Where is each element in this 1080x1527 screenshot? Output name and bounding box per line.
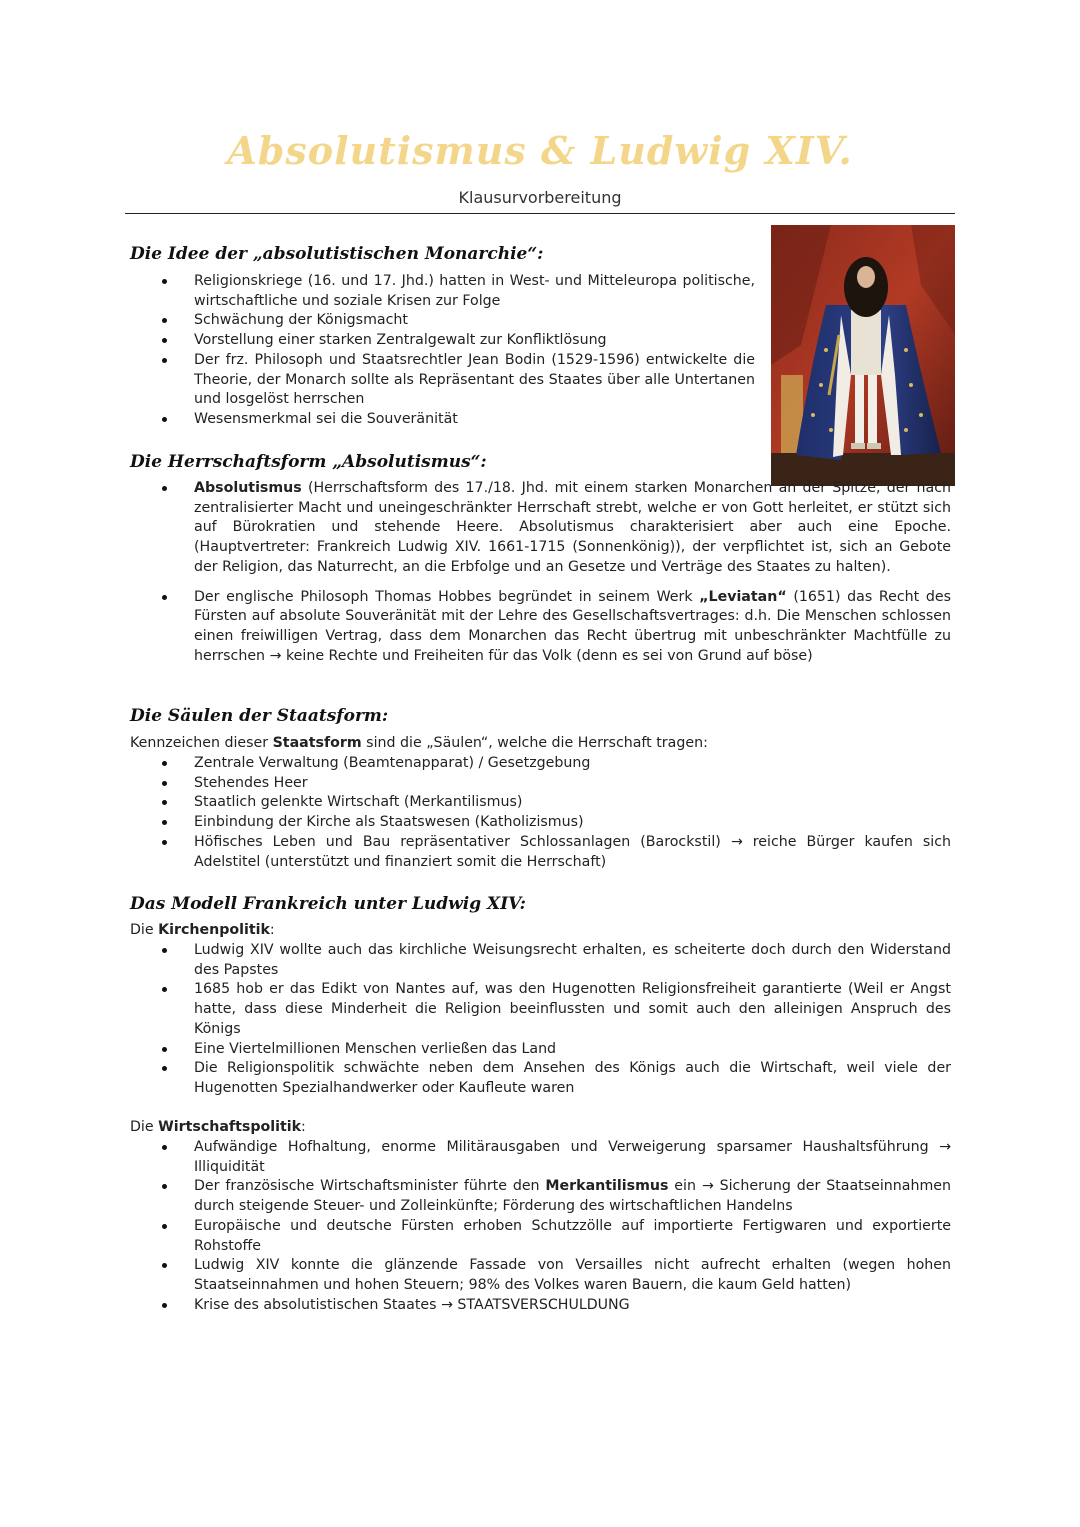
title-divider: [125, 213, 955, 214]
list-item: Ludwig XIV wollte auch das kirchliche Weisungsrecht erhalten, es scheiterte doch durch den Widerstand des Papstes: [0, 941, 951, 980]
list-item: Der französische Wirtschaftsminister führte den Merkantilismus ein → Sicherung der Staatseinnahmen durch steigende Steuer- und Zolleinkünfte; Förderung des wirtschaftlichen Handelns: [0, 1177, 951, 1216]
list-item: Eine Viertelmillionen Menschen verließen das Land: [0, 1040, 951, 1060]
list-item: Höfisches Leben und Bau repräsentativer Schlossanlagen (Barockstil) → reiche Bürger kaufen sich Adelstitel (unterstützt und finanziert somit die Herrschaft): [0, 833, 951, 872]
list-item: Europäische und deutsche Fürsten erhoben Schutzzölle auf importierte Fertigwaren und exportierte Rohstoffe: [0, 1217, 951, 1256]
list-item: Einbindung der Kirche als Staatswesen (Katholizismus): [0, 813, 951, 833]
list-item: Krise des absolutistischen Staates → STAATSVERSCHULDUNG: [0, 1296, 951, 1316]
heading-modell-frankreich: Das Modell Frankreich unter Ludwig XIV:: [130, 894, 526, 914]
heading-idee: Die Idee der „absolutistischen Monarchie“:: [130, 244, 544, 264]
portrait-image: [771, 225, 955, 486]
list-idee: [0, 272, 755, 430]
list-item: Vorstellung einer starken Zentralgewalt zur Konfliktlösung: [0, 331, 755, 351]
list-item: Stehendes Heer: [0, 774, 951, 794]
heading-herrschaftsform: Die Herrschaftsform „Absolutismus“:: [130, 452, 487, 472]
list-item: Staatlich gelenkte Wirtschaft (Merkantilismus): [0, 793, 951, 813]
list-herrschaftsform: [0, 479, 951, 666]
list-item: Der englische Philosoph Thomas Hobbes begründet in seinem Werk „Leviatan“ (1651) das Recht des Fürsten auf absolute Souveränität mit der Lehre des Gesellschaftsvertrages: d.h. Die Menschen schlossen einen freiwilligen Vertrag, dass dem Monarchen das Recht übertrug mit unbeschränkter Machtfülle zu herrschen → keine Rechte und Freiheiten für das Volk (denn es sei von Grund auf böse): [0, 588, 951, 667]
list-item: 1685 hob er das Edikt von Nantes auf, was den Hugenotten Religionsfreiheit garantierte (Weil er Angst hatte, dass diese Minderheit die Religion beeinflussten und somit auch den alleinigen Anspruch des Königs: [0, 980, 951, 1039]
document-subtitle: Klausurvorbereitung: [458, 188, 622, 207]
list-kirchenpolitik: [0, 941, 951, 1099]
document-title: Absolutismus & Ludwig XIV.: [227, 128, 853, 173]
list-item: Zentrale Verwaltung (Beamtenapparat) / Gesetzgebung: [0, 754, 951, 774]
list-wirtschaftspolitik: [0, 1138, 951, 1315]
term-merkantilismus: Merkantilismus: [545, 1178, 669, 1195]
list-item: Schwächung der Königsmacht: [0, 311, 755, 331]
heading-saeulen: Die Säulen der Staatsform:: [130, 706, 389, 726]
term-absolutismus: Absolutismus: [194, 480, 302, 496]
saeulen-intro: Kennzeichen dieser Staatsform sind die „Säulen“, welche die Herrschaft tragen:: [130, 735, 708, 751]
list-item: Religionskriege (16. und 17. Jhd.) hatten in West- und Mitteleuropa politische, wirtschaftliche und soziale Krisen zur Folge: [0, 272, 755, 311]
list-item: Der frz. Philosoph und Staatsrechtler Jean Bodin (1529-1596) entwickelte die Theorie, der Monarch sollte als Repräsentant des Staates über alle Untertanen und losgelöst herrschen: [0, 351, 755, 410]
wirtschaftspolitik-label: Die Wirtschaftspolitik:: [130, 1119, 306, 1135]
list-item: Absolutismus (Herrschaftsform des 17./18. Jhd. mit einem starken Monarchen an der Spitze, der nach zentralisierter Macht und uneingeschränkter Herrschaft strebt, welche er von Gott herleitet, er stützt sich auf Bürokratien und stehende Heere. Absolutismus charakterisiert aber auch eine Epoche. (Hauptvertreter: Frankreich Ludwig XIV. 1661-1715 (Sonnenkönig)), der verpflichtet ist, sich an Gebote der Religion, das Naturrecht, an die Erbfolge und an Gesetze und Verträge des Staates zu halten).: [0, 479, 951, 578]
list-item: Aufwändige Hofhaltung, enorme Militärausgaben und Verweigerung sparsamer Haushaltsführung → Illiquidität: [0, 1138, 951, 1177]
list-item: Ludwig XIV konnte die glänzende Fassade von Versailles nicht aufrecht erhalten (wegen hohen Staatseinnahmen und hohen Steuern; 98% des Volkes waren Bauern, die kaum Geld hatten): [0, 1256, 951, 1295]
term-leviatan: „Leviatan“: [699, 588, 787, 605]
list-item: Wesensmerkmal sei die Souveränität: [0, 410, 755, 430]
list-saeulen: [0, 754, 951, 872]
list-item: Die Religionspolitik schwächte neben dem Ansehen des Königs auch die Wirtschaft, weil viele der Hugenotten Spezialhandwerker oder Kaufleute waren: [0, 1059, 951, 1098]
kirchenpolitik-label: Die Kirchenpolitik:: [130, 922, 275, 938]
